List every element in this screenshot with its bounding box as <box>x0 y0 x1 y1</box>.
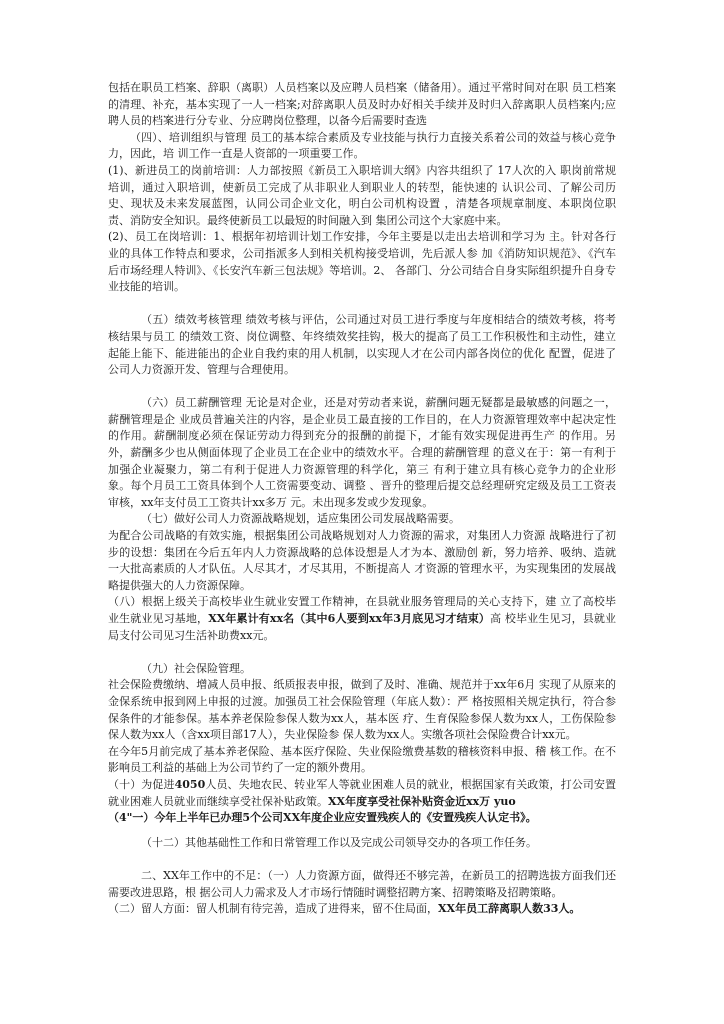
paragraph-social-insurance-heading: （九）社会保险管理。 <box>141 661 251 675</box>
paragraph-archives: 包括在职员工档案、辞职（离职）人员档案以及应聘人员档案（储备用）。通过平常时间对在职 员工档案的清理、补充，基本实现了一人一档案;对辞离职人员及时办好相关手续并及时归入辞离职人员档案内;应聘人员的档案进行分专业、分应聘岗位整理，以备今后需要时查选 <box>108 81 616 128</box>
paragraph-training-management: （四）、培训组织与管理 员工的基本综合素质及专业技能与执行力直接关系着公司的效益与核心竞争力，因此，培 训工作一直是人资部的一项重要工作。 <box>108 130 616 161</box>
paragraph-employment-subsidy <box>108 777 616 810</box>
paragraph-other-work: （十二）其他基础性工作和日常管理工作以及完成公司领导交办的各项工作任务。 <box>141 835 537 849</box>
graduate-base-part2: XX年累计有xx名（其中6人要到xx年3月底见习才结束） <box>208 612 491 625</box>
document-page <box>108 80 616 918</box>
paragraph-disabled-placement: （4"一）今年上半年已办理5个公司XX年度企业应安置残疾人的《安置残疾人认定书》。 <box>108 811 537 825</box>
retention-part2: XX年员工辞离职人数33人。 <box>438 902 581 916</box>
paragraph-new-employee-training: (1)、新进员工的岗前培训：人力部按照《新员工入职培训大纲》内容共组织了 17人次的入 职岗前常规培训，通过入职培训，使新员工完成了从非职业人到职业人的转型，能快速的 认识公司、了解公司历史、现状及未来发展蓝图，认同公司企业文化，明白公司机构设置 ，清楚各项规章制度、本职岗位职责、消防安全知识。最终使新员工以最短的时间融入到 集团公司这个大家庭中来。 <box>108 163 616 227</box>
paragraph-graduate-base <box>108 594 616 644</box>
paragraph-performance: （五）绩效考核管理 绩效考核与评估，公司通过对员工进行季度与年度相结合的绩效考核，将考核结果与员工 的绩效工资、岗位调整、年终绩效奖挂钩，极大的提高了员工工作积极性和主动性，建立 起能上能下、能进能出的企业自我约束的用人机制，以实现人才在公司内部各岗位的优化 配置，促进了公司人力资源开发、管理与合理使用。 <box>108 313 616 377</box>
graduate-base-part3: 高 校毕业生见习，县就业局支付公司见习生活补助费xx元。 <box>108 612 617 642</box>
employment-subsidy-part3: 人员、失地农民、转业军人等就业困难人员的就业，根据国家有关政策，打公司安置就业困难人员就业而继续享受社保补贴政策。 <box>108 777 617 808</box>
employment-subsidy-part4: XX年度享受社保补贴资金近xx万 yuo <box>328 794 516 808</box>
paragraph-retention <box>108 901 616 918</box>
paragraph-salary: （六）员工薪酬管理 无论是对企业，还是对劳动者来说，薪酬问题无疑都是最敏感的问题之一，薪酬管理是企 业成员普遍关注的内容，是企业员工最直接的工作目的，在人力资源管理效率中起决定性 的作用。薪酬制度必须在保证劳动力得到充分的报酬的前提下，才能有效实现促进再生产 的作用。另外，薪酬多少也从侧面体现了企业员工在企业中的绩效水平。合理的薪酬管理 的意义在于：第一有利于加强企业凝聚力，第二有利于促进人力资源管理的科学化，第三 有利于建立具有核心竞争力的企业形象。每个月员工工资具体到个人工资需要变动、调整 、晋升的整理后提交总经理研究定级及员工工资表审核，xx年支付员工工资共计xx多万 元。未出现多发或少发现象。 <box>108 396 616 509</box>
paragraph-audit: 在今年5月前完成了基本养老保险、基本医疗保险、失业保险缴费基数的稽核资料申报、稽 核工作。在不影响员工利益的基础上为公司节约了一定的额外费用。 <box>108 744 616 775</box>
paragraph-hr-strategy: 为配合公司战略的有效实施，根据集团公司战略规划对人力资源的需求，对集团人力资源 战略进行了初步的设想：集团在今后五年内人力资源战略的总体设想是人才为本、激励创 新，努力培养、吸纳、造就一大批高素质的人才队伍。人尽其才，才尽其用，不断提高人 才资源的管理水平，为实现集团的发展战略提供强大的人力资源保障。 <box>108 529 616 592</box>
paragraph-shortcomings: 二、XX年工作中的不足：（一）人力资源方面，做得还不够完善，在新员工的招聘选拔方面我们还需要改进思路，根 据公司人力需求及人才市场行情随时调整招聘方案、招聘策略及招聘策略。 <box>108 868 616 899</box>
paragraph-on-job-training: (2)、员工在岗培训：1、根据年初培训计划工作安排，今年主要是以走出去培训和学习为 主。针对各行业的具体工作特点和要求，公司指派多人到相关机构接受培训，先后派人参 加《消防知识规范》、《汽车后市场经理人特训》、《长安汽车新三包法规》等培训。2、 各部门、分公司结合自身实际组织提升自身专业技能的培训。 <box>108 230 616 294</box>
retention-part1: （二）留人方面：留人机制有待完善，造成了进得来，留不住局面， <box>108 902 438 916</box>
graduate-base-part1: （八）根据上级关于高校毕业生就业安置工作精神，在县就业服务管理局的关心支持下，建 立了高校毕业生就业见习基地， <box>108 595 616 625</box>
paragraph-social-insurance: 社会保险费缴纳、增减人员申报、纸质报表申报，做到了及时、准确、规范并于xx年6月 实现了从原来的金保系统申报到网上申报的过渡。加强员工社会保险管理（年底人数）：严 格按照相关规定执行，符合参保条件的才能参保。基本养老保险参保人数为xx人，基本医 疗、生育保险参保人数为xx人，工伤保险参保人数为xx人（含xx项目部17人），失业保险参 保人数为xx人。实缴各项社会保险费合计xx元。 <box>108 678 616 742</box>
paragraph-hr-strategy-heading: （七）做好公司人力资源战略规划，适应集团公司发展战略需要。 <box>141 512 460 526</box>
employment-subsidy-part2: 4050 <box>174 777 206 791</box>
employment-subsidy-part1: （十）为促进 <box>108 777 175 791</box>
